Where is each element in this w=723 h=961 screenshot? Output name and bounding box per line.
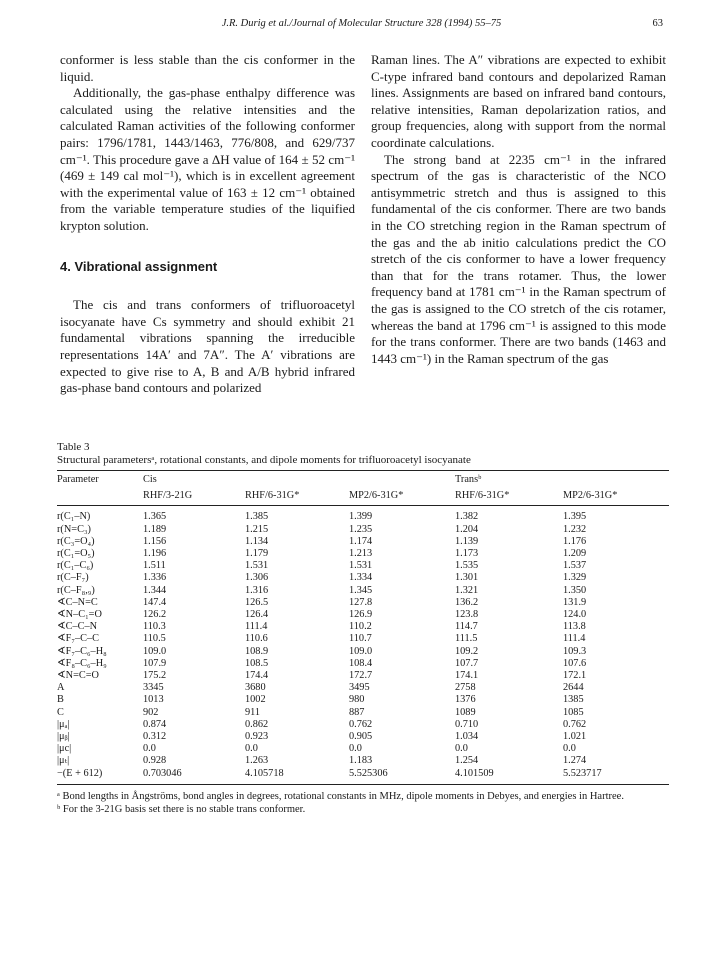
- table-cell: 4.105718: [245, 767, 284, 779]
- table-cell: 1.179: [245, 548, 269, 560]
- table-cell: 107.7: [455, 657, 479, 669]
- table-cell: 1002: [245, 694, 266, 706]
- table-label: Table 3: [57, 441, 90, 453]
- table-cell: 1.215: [245, 523, 269, 535]
- table-cell: 1.183: [349, 755, 373, 767]
- row-parameter: r(C₃=O₄): [57, 535, 95, 547]
- table-cell: 1.196: [143, 548, 167, 560]
- table-row: [57, 560, 669, 572]
- table-row: [57, 707, 669, 719]
- table-cell: 0.0: [563, 743, 576, 755]
- table-cell: 1.134: [245, 535, 269, 547]
- table-cell: 1.336: [143, 572, 167, 584]
- table-cell: 1.213: [349, 548, 373, 560]
- table-cell: 0.762: [563, 718, 587, 730]
- table-cell: 126.4: [245, 609, 269, 621]
- table-cell: 0.312: [143, 731, 167, 743]
- table-cell: 109.0: [349, 645, 373, 657]
- table-row: [57, 731, 669, 743]
- row-parameter: r(C₁=O₅): [57, 548, 95, 560]
- table-cell: 111.5: [455, 633, 478, 645]
- table-cell: 1.034: [455, 731, 479, 743]
- table-cell: 1.139: [455, 535, 479, 547]
- table-cell: 110.3: [143, 621, 166, 633]
- table-footnotes: [57, 790, 669, 816]
- table-cell: 1085: [563, 706, 584, 718]
- table-cell: 108.9: [245, 645, 269, 657]
- table-row: [57, 585, 669, 597]
- table-cell: 2758: [455, 682, 476, 694]
- header-cis: Cis: [143, 474, 157, 485]
- table-cell: 1.334: [349, 572, 373, 584]
- table-cell: 172.1: [563, 670, 587, 682]
- table-cell: 111.4: [245, 621, 268, 633]
- table-row: [57, 719, 669, 731]
- table-cell: 0.874: [143, 718, 167, 730]
- table-cell: 1.531: [245, 560, 269, 572]
- table-cell: 0.0: [143, 743, 156, 755]
- table-cell: 1.174: [349, 535, 373, 547]
- table-cell: 147.4: [143, 596, 167, 608]
- table-cell: 0.928: [143, 755, 167, 767]
- row-parameter: ∢N=C=O: [57, 670, 99, 682]
- table-row: [57, 694, 669, 706]
- left-paragraph-2: Additionally, the gas-phase enthalpy difference was calculated using the relative intensities and the calculated Raman activities of the following conformer pairs: 1796/1781, 1443/1463, 776/808, and 629/737 cm⁻¹. This procedure gave a ΔH value of 164 ± 52 cm⁻¹ (469 ± 149 cal mol⁻¹), which is in excellent agreement with the experimental value of 163 ± 12 cm⁻¹ obtained from the variable temperature studies of the liquified krypton solution.: [60, 85, 355, 233]
- table-cell: 0.862: [245, 718, 269, 730]
- table-row: [57, 506, 669, 524]
- table-row: [57, 524, 669, 536]
- running-title: J.R. Durig et al./Journal of Molecular Structure 328 (1994) 55–75: [221, 18, 502, 29]
- row-parameter: r(C₁–N): [57, 511, 91, 523]
- table-cell: 1.021: [563, 731, 587, 743]
- table-body: [57, 506, 669, 784]
- table-cell: 126.9: [349, 609, 373, 621]
- table-cell: 110.5: [143, 633, 166, 645]
- row-parameter: r(N=C₃): [57, 523, 91, 535]
- table-cell: 1.345: [349, 584, 373, 596]
- table-cell: 1376: [455, 694, 476, 706]
- table-cell: 110.6: [245, 633, 268, 645]
- table-cell: 174.4: [245, 670, 269, 682]
- table-cell: 110.2: [349, 621, 372, 633]
- table-cell: 902: [143, 706, 159, 718]
- table-cell: 136.2: [455, 596, 479, 608]
- row-parameter: ∢F₇–C–C: [57, 633, 99, 645]
- column-header: MP2/6-31G*: [349, 490, 404, 502]
- table-cell: 1.344: [143, 584, 167, 596]
- table-cell: 1.535: [455, 560, 479, 572]
- table-cell: 1.301: [455, 572, 479, 584]
- table-cell: 887: [349, 706, 365, 718]
- row-parameter: r(C₁–C₆): [57, 560, 94, 572]
- table-cell: 1.189: [143, 523, 167, 535]
- table-cell: 911: [245, 706, 261, 718]
- table-cell: 114.7: [455, 621, 478, 633]
- table-cell: 5.525306: [349, 767, 388, 779]
- row-parameter: C: [57, 706, 64, 718]
- table-cell: 108.4: [349, 657, 373, 669]
- page-number: 63: [652, 18, 663, 29]
- table-row: [57, 755, 669, 767]
- row-parameter: ∢N–C₁=O: [57, 609, 102, 621]
- table-row: [57, 682, 669, 694]
- footnote-b: ᵇ For the 3-21G basis set there is no stable trans conformer.: [57, 803, 306, 815]
- table-cell: 1.263: [245, 755, 269, 767]
- parameters-table: [57, 470, 669, 785]
- table-cell: 1.365: [143, 511, 167, 523]
- left-column: [60, 52, 355, 397]
- table-cell: 1.316: [245, 584, 269, 596]
- section-heading: 4. Vibrational assignment: [60, 258, 218, 274]
- table-cell: 1.235: [349, 523, 373, 535]
- row-parameter: |μₐ|: [57, 718, 70, 730]
- table-cell: 1.209: [563, 548, 587, 560]
- table-cell: 1.176: [563, 535, 587, 547]
- table-cell: 174.1: [455, 670, 479, 682]
- row-parameter: A: [57, 682, 65, 694]
- row-parameter: |μᵦ|: [57, 731, 70, 743]
- table-cell: 124.0: [563, 609, 587, 621]
- table-cell: 123.8: [455, 609, 479, 621]
- column-header: RHF/6-31G*: [245, 490, 300, 502]
- right-paragraph-1: Raman lines. The A″ vibrations are expected to exhibit C-type infrared band contours and depolarized Raman lines. Assignments are based on infrared band contours, relative intensities, Raman depolarization ratios, and group frequencies, along with support from the normal coordinate calculations.: [371, 52, 666, 150]
- row-parameter: r(C–F₇): [57, 572, 89, 584]
- table-cell: 1.537: [563, 560, 587, 572]
- table-cell: 1.329: [563, 572, 587, 584]
- table-cell: 1.385: [245, 511, 269, 523]
- table-row: [57, 548, 669, 560]
- table-row: [57, 646, 669, 658]
- table-cell: 0.905: [349, 731, 373, 743]
- table-cell: 1385: [563, 694, 584, 706]
- column-header: MP2/6-31G*: [563, 490, 618, 502]
- table-cell: 108.5: [245, 657, 269, 669]
- table-cell: 113.8: [563, 621, 586, 633]
- table-cell: 0.0: [455, 743, 468, 755]
- table-cell: 3680: [245, 682, 266, 694]
- table-cell: 110.7: [349, 633, 372, 645]
- footnote-a: ᵃ Bond lengths in Ångströms, bond angles in degrees, rotational constants in MHz, dipole moments in Debyes, and energies in Hartree.: [57, 790, 624, 802]
- table-row: [57, 743, 669, 755]
- row-parameter: ∢C–N=C: [57, 596, 98, 608]
- table-cell: 126.5: [245, 596, 269, 608]
- table-cell: 0.703046: [143, 767, 182, 779]
- column-header: RHF/3-21G: [143, 490, 193, 502]
- table-row: [57, 768, 669, 785]
- table-cell: 1013: [143, 694, 164, 706]
- row-parameter: |μc|: [57, 743, 72, 755]
- header-parameter: Parameter: [57, 474, 99, 485]
- table-cell: 1.399: [349, 511, 373, 523]
- table-cell: 1.511: [143, 560, 166, 572]
- left-paragraph-1: conformer is less stable than the cis conformer in the liquid.: [60, 52, 355, 84]
- right-column: [371, 52, 666, 367]
- table-cell: 131.9: [563, 596, 587, 608]
- left-paragraph-3: The cis and trans conformers of trifluoroacetyl isocyanate have Cs symmetry and should exhibit 21 fundamental vibrations spanning the irreducible representations 14A′ and 7A″. The A′ vibrations are expected to give rise to A, B and A/B hybrid infrared gas-phase band contours and polarized: [60, 297, 355, 396]
- table-cell: 1.173: [455, 548, 479, 560]
- table-cell: 1.274: [563, 755, 587, 767]
- table-caption: Structural parametersᵃ, rotational constants, and dipole moments for trifluoroacetyl isocyanate: [57, 454, 471, 466]
- table-cell: 1.382: [455, 511, 479, 523]
- table-cell: 1.350: [563, 584, 587, 596]
- table-cell: 5.523717: [563, 767, 602, 779]
- row-parameter: −(E + 612): [57, 767, 103, 779]
- table-cell: 107.9: [143, 657, 167, 669]
- table-cell: 3345: [143, 682, 164, 694]
- table-row: [57, 658, 669, 670]
- row-parameter: ∢F₇–C₆–H₈: [57, 645, 107, 657]
- row-parameter: ∢C–C–N: [57, 621, 98, 633]
- table-row: [57, 572, 669, 584]
- table-row: [57, 609, 669, 621]
- table-cell: 1.395: [563, 511, 587, 523]
- table-cell: 0.0: [245, 743, 258, 755]
- table-cell: 127.8: [349, 596, 373, 608]
- table-cell: 980: [349, 694, 365, 706]
- column-header: RHF/6-31G*: [455, 490, 510, 502]
- table-row: [57, 621, 669, 633]
- table-cell: 1.254: [455, 755, 479, 767]
- table-cell: 1.531: [349, 560, 373, 572]
- right-paragraph-2: The strong band at 2235 cm⁻¹ in the infrared spectrum of the gas is characteristic of the NCO antisymmetric stretch and thus is assigned to this fundamental of the cis conformer. There are two bands in the CO stretching region in the Raman spectrum of the gas and the ab initio calculations predict the CO stretch of the cis conformer to have a lower frequency than that for the trans rotamer. Thus, the lower frequency band at 1781 cm⁻¹ in the Raman spectrum of the gas is assigned to the CO stretch of the cis rotamer, whereas the band at 1796 cm⁻¹ is assigned to this mode for the trans conformer. There are two bands (1463 and 1443 cm⁻¹) in the Raman spectrum of the gas: [371, 151, 666, 366]
- table-row: [57, 536, 669, 548]
- header-trans: Transᵇ: [455, 474, 482, 485]
- table-cell: 2644: [563, 682, 584, 694]
- row-parameter: ∢F₈–C₆–H₉: [57, 657, 107, 669]
- table-cell: 109.0: [143, 645, 167, 657]
- table-cell: 107.6: [563, 657, 587, 669]
- table-cell: 172.7: [349, 670, 373, 682]
- table-cell: 1.156: [143, 535, 167, 547]
- table-cell: 175.2: [143, 670, 167, 682]
- table-cell: 0.0: [349, 743, 362, 755]
- table-row: [57, 670, 669, 682]
- table-cell: 0.923: [245, 731, 269, 743]
- table-row: [57, 633, 669, 645]
- table-cell: 111.4: [563, 633, 586, 645]
- table-cell: 0.710: [455, 718, 479, 730]
- row-parameter: B: [57, 694, 64, 706]
- table-cell: 1.232: [563, 523, 587, 535]
- table-3: [57, 441, 669, 816]
- table-cell: 0.762: [349, 718, 373, 730]
- table-cell: 1.321: [455, 584, 479, 596]
- table-row: [57, 597, 669, 609]
- table-cell: 1089: [455, 706, 476, 718]
- row-parameter: r(C–F₈,₉): [57, 584, 95, 596]
- table-cell: 1.306: [245, 572, 269, 584]
- table-cell: 126.2: [143, 609, 167, 621]
- table-cell: 4.101509: [455, 767, 494, 779]
- table-cell: 1.204: [455, 523, 479, 535]
- running-header: [60, 18, 663, 34]
- row-parameter: |μₜ|: [57, 755, 70, 767]
- table-cell: 109.3: [563, 645, 587, 657]
- table-cell: 109.2: [455, 645, 479, 657]
- table-cell: 3495: [349, 682, 370, 694]
